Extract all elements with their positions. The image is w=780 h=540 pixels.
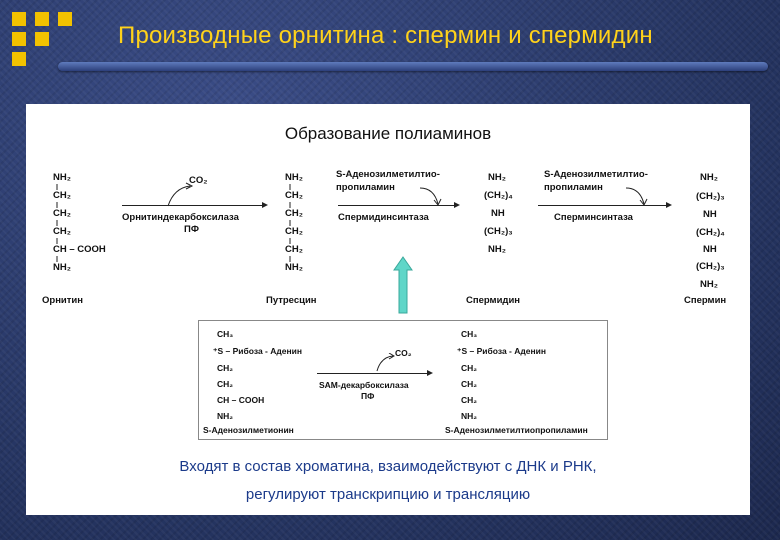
donor-label-line1: S-Аденозилметилтио- <box>544 169 648 180</box>
formula-line: CH – COOH <box>217 395 265 405</box>
compound-name: Спермидин <box>466 295 521 306</box>
reaction-arrowhead <box>262 202 268 208</box>
byproduct-label: CO₂ <box>189 175 208 186</box>
reaction-arrowhead <box>454 202 460 208</box>
formula-line: NH₂ <box>700 279 718 290</box>
byproduct-label: CO₂ <box>395 348 412 358</box>
formula-line: (CH₂)₃ <box>696 191 725 202</box>
formula-line: CH₂ <box>53 208 71 219</box>
formula-line: CH₃ <box>461 329 478 339</box>
formula-line: NH₂ <box>53 172 71 183</box>
formula-bonds <box>289 181 291 263</box>
formula-line: NH₂ <box>488 172 506 183</box>
formula-line: NH₂ <box>461 411 478 421</box>
enzyme-label: Сперминсинтаза <box>554 212 633 223</box>
enzyme-label: Орнитиндекарбоксилаза <box>122 212 239 223</box>
logo-square <box>58 12 72 26</box>
formula-line: NH₂ <box>285 262 303 273</box>
formula-bonds <box>56 181 58 263</box>
sam-inset-box <box>198 320 608 440</box>
donor-curve-arrow <box>418 184 442 206</box>
compound-name: Орнитин <box>42 295 84 306</box>
formula-line: CH – COOH <box>53 244 106 255</box>
compound-name: S-Аденозилметионин <box>203 425 294 435</box>
reaction-arrowhead <box>427 370 433 376</box>
reaction-arrow-line <box>122 205 264 206</box>
formula-line: CH₂ <box>285 244 303 255</box>
formula-line: NH₂ <box>217 411 234 421</box>
donor-label-line1: S-Аденозилметилтио- <box>336 169 440 180</box>
compound-name: Путресцин <box>266 295 317 306</box>
donor-label-line2: пропиламин <box>544 182 603 193</box>
formula-line: NH₂ <box>285 172 303 183</box>
formula-line: (CH₂)₄ <box>484 190 513 201</box>
formula-line: CH₂ <box>461 363 478 373</box>
title-underline-bar <box>58 62 768 71</box>
formula-line: NH₂ <box>488 244 506 255</box>
formula-line: CH₂ <box>53 190 71 201</box>
formula-line: CH₃ <box>217 329 234 339</box>
compound-name: Спермин <box>684 295 727 306</box>
panel-heading: Образование полиаминов <box>284 124 492 143</box>
content-panel <box>26 104 750 515</box>
reaction-arrow-line <box>338 205 456 206</box>
formula-line: CH₂ <box>217 379 234 389</box>
formula-line: CH₂ <box>53 226 71 237</box>
enzyme-label: SAM-декарбоксилаза <box>319 380 409 390</box>
cofactor-label: ПФ <box>184 224 199 235</box>
slide-title: Производные орнитина : спермин и спермидин <box>118 22 653 49</box>
formula-line: NH <box>703 209 717 220</box>
formula-line: CH₂ <box>461 395 478 405</box>
reaction-arrowhead <box>666 202 672 208</box>
reaction-arrow-line <box>538 205 668 206</box>
formula-line: (CH₂)₃ <box>696 261 725 272</box>
formula-line: ⁺S – Рибоза - Аденин <box>457 346 546 356</box>
logo-square <box>12 32 26 46</box>
formula-line: ⁺S – Рибоза - Аденин <box>213 346 302 356</box>
formula-line: (CH₂)₄ <box>696 227 725 238</box>
formula-line: CH₂ <box>217 363 234 373</box>
formula-line: CH₂ <box>285 190 303 201</box>
up-arrow-icon <box>393 256 413 314</box>
cofactor-label: ПФ <box>361 391 375 401</box>
logo-square <box>12 52 26 66</box>
formula-line: NH₂ <box>700 172 718 183</box>
formula-line: NH <box>703 244 717 255</box>
release-curve-arrow <box>375 353 399 373</box>
formula-line: CH₂ <box>285 208 303 219</box>
formula-line: CH₂ <box>285 226 303 237</box>
caption-line-1: Входят в состав хроматина, взаимодействуют с ДНК и РНК, <box>179 458 597 475</box>
logo-square <box>35 32 49 46</box>
formula-line: CH₂ <box>461 379 478 389</box>
logo-square <box>12 12 26 26</box>
compound-name: S-Аденозилметилтиопропиламин <box>445 425 588 435</box>
donor-label-line2: пропиламин <box>336 182 395 193</box>
formula-line: NH₂ <box>53 262 71 273</box>
enzyme-label: Спермидинсинтаза <box>338 212 429 223</box>
caption-line-2: регулируют транскрипцию и трансляцию <box>245 486 531 503</box>
donor-curve-arrow <box>624 184 648 206</box>
reaction-arrow-line <box>317 373 429 374</box>
logo-square <box>35 12 49 26</box>
formula-line: (CH₂)₃ <box>484 226 513 237</box>
formula-line: NH <box>491 208 505 219</box>
